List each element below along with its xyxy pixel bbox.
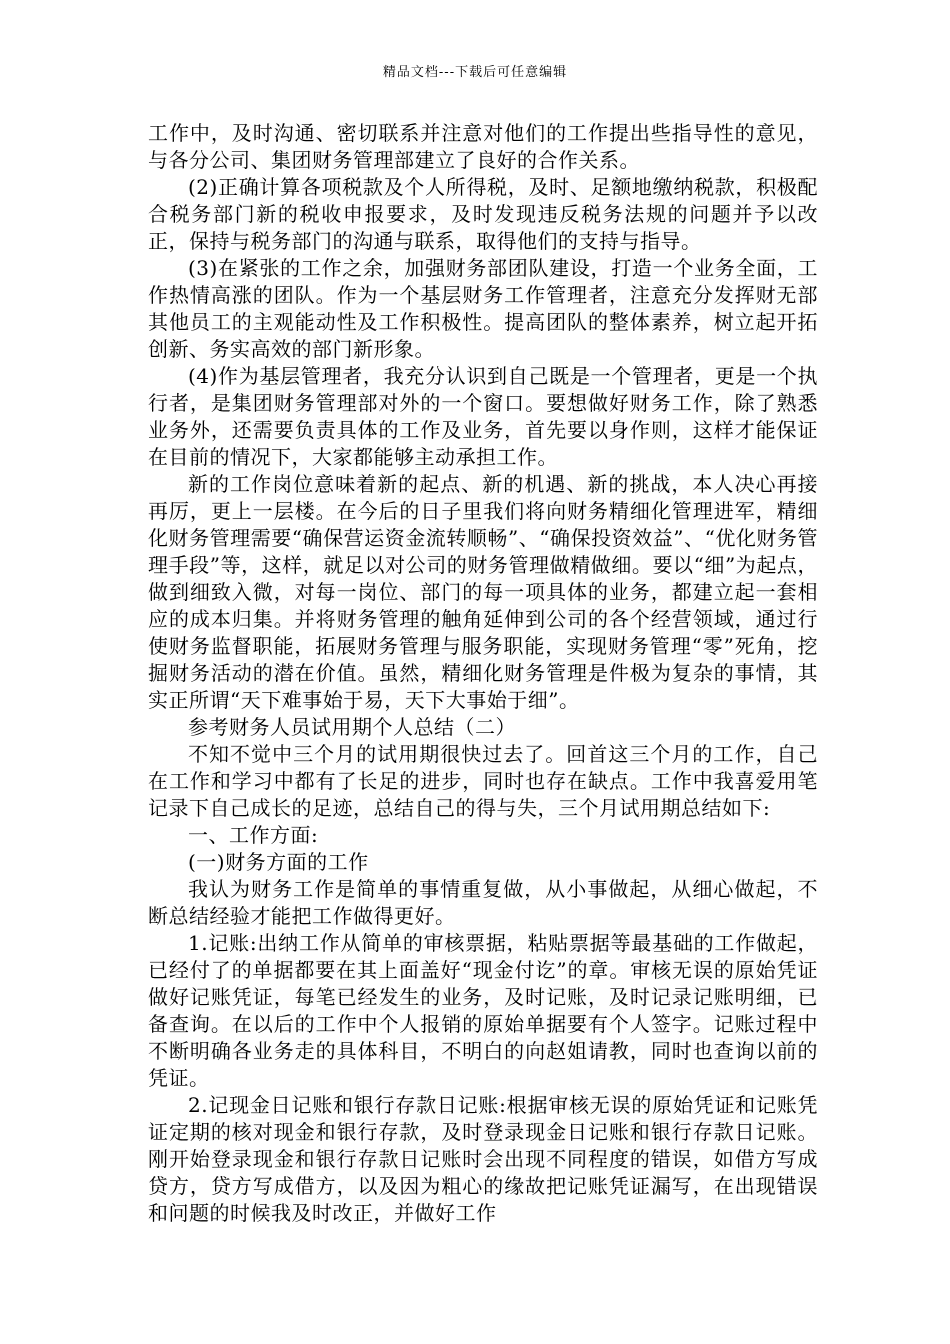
page-header: 精品文档---下载后可任意编辑 [382,65,568,80]
heading-work: 一、工作方面: [188,823,319,847]
paragraph-intro: 不知不觉中三个月的试用期很快过去了。回首这三个月的工作，自己在工作和学习中都有了长足的进步，同时也存在缺点。工作中我喜爱用笔记录下自己成长的足迹，总结自己的得与失，三个月试用期总结如下: [148,742,818,820]
paragraph-tax: (2)正确计算各项税款及个人所得税，及时、足额地缴纳税款，积极配合税务部门新的税收申报要求，及时发现违反税务法规的问题并予以改正，保持与税务部门的沟通与联系，取得他们的支持与指导。 [148,175,818,253]
paragraph-bookkeeping: 1.记账:出纳工作从简单的审核票据，粘贴票据等最基础的工作做起，已经付了的单据都要在其上面盖好“现金付讫”的章。审核无误的原始凭证做好记账凭证，每笔已经发生的业务，及时记账，及时记录记账明细，已备查询。在以后的工作中个人报销的原始单据要有个人签字。记账过程中不断明确各业务走的具体科目，不明白的向赵姐请教，同时也查询以前的凭证。 [148,931,818,1090]
document-body [148,120,818,1227]
paragraph-new-position: 新的工作岗位意味着新的起点、新的机遇、新的挑战，本人决心再接再厉，更上一层楼。在今后的日子里我们将向财务精细化管理进军，精细化财务管理需要“确保营运资金流转顺畅”、“确保投资效益”、“优化财务管理手段”等，这样，就足以对公司的财务管理做精做细。要以“细”为起点，做到细致入微，对每一岗位、部门的每一项具体的业务，都建立起一套相应的成本归集。并将财务管理的触角延伸到公司的各个经营领域，通过行使财务监督职能，拓展财务管理与服务职能，实现财务管理“零”死角，挖掘财务活动的潜在价值。虽然，精细化财务管理是件极为复杂的事情，其实正所谓“天下难事始于易，天下大事始于细”。 [148,472,818,712]
paragraph-finance-view: 我认为财务工作是简单的事情重复做，从小事做起，从细心做起，不断总结经验才能把工作做得更好。 [148,877,818,928]
heading-finance: (一)财务方面的工作 [188,850,369,874]
section-title: 参考财务人员试用期个人总结（二） [188,715,516,739]
paragraph-journal: 2.记现金日记账和银行存款日记账:根据审核无误的原始凭证和记账凭证定期的核对现金和银行存款，及时登录现金日记账和银行存款日记账。刚开始登录现金和银行存款日记账时会出现不同程度的错误，如借方写成贷方，贷方写成借方，以及因为粗心的缘故把记账凭证漏写，在出现错误和问题的时候我及时改正，并做好工作 [148,1093,818,1225]
paragraph-continued: 工作中，及时沟通、密切联系并注意对他们的工作提出些指导性的意见，与各分公司、集团财务管理部建立了良好的合作关系。 [148,121,818,172]
paragraph-team: (3)在紧张的工作之余，加强财务部团队建设，打造一个业务全面，工作热情高涨的团队。作为一个基层财务工作管理者，注意充分发挥财无部其他员工的主观能动性及工作积极性。提高团队的整体素养，树立起开拓创新、务实高效的部门新形象。 [148,256,818,361]
paragraph-manager: (4)作为基层管理者，我充分认识到自己既是一个管理者，更是一个执行者，是集团财务管理部对外的一个窗口。要想做好财务工作，除了熟悉业务外，还需要负责具体的工作及业务，首先要以身作则，这样才能保证在目前的情况下，大家都能够主动承担工作。 [148,364,818,469]
